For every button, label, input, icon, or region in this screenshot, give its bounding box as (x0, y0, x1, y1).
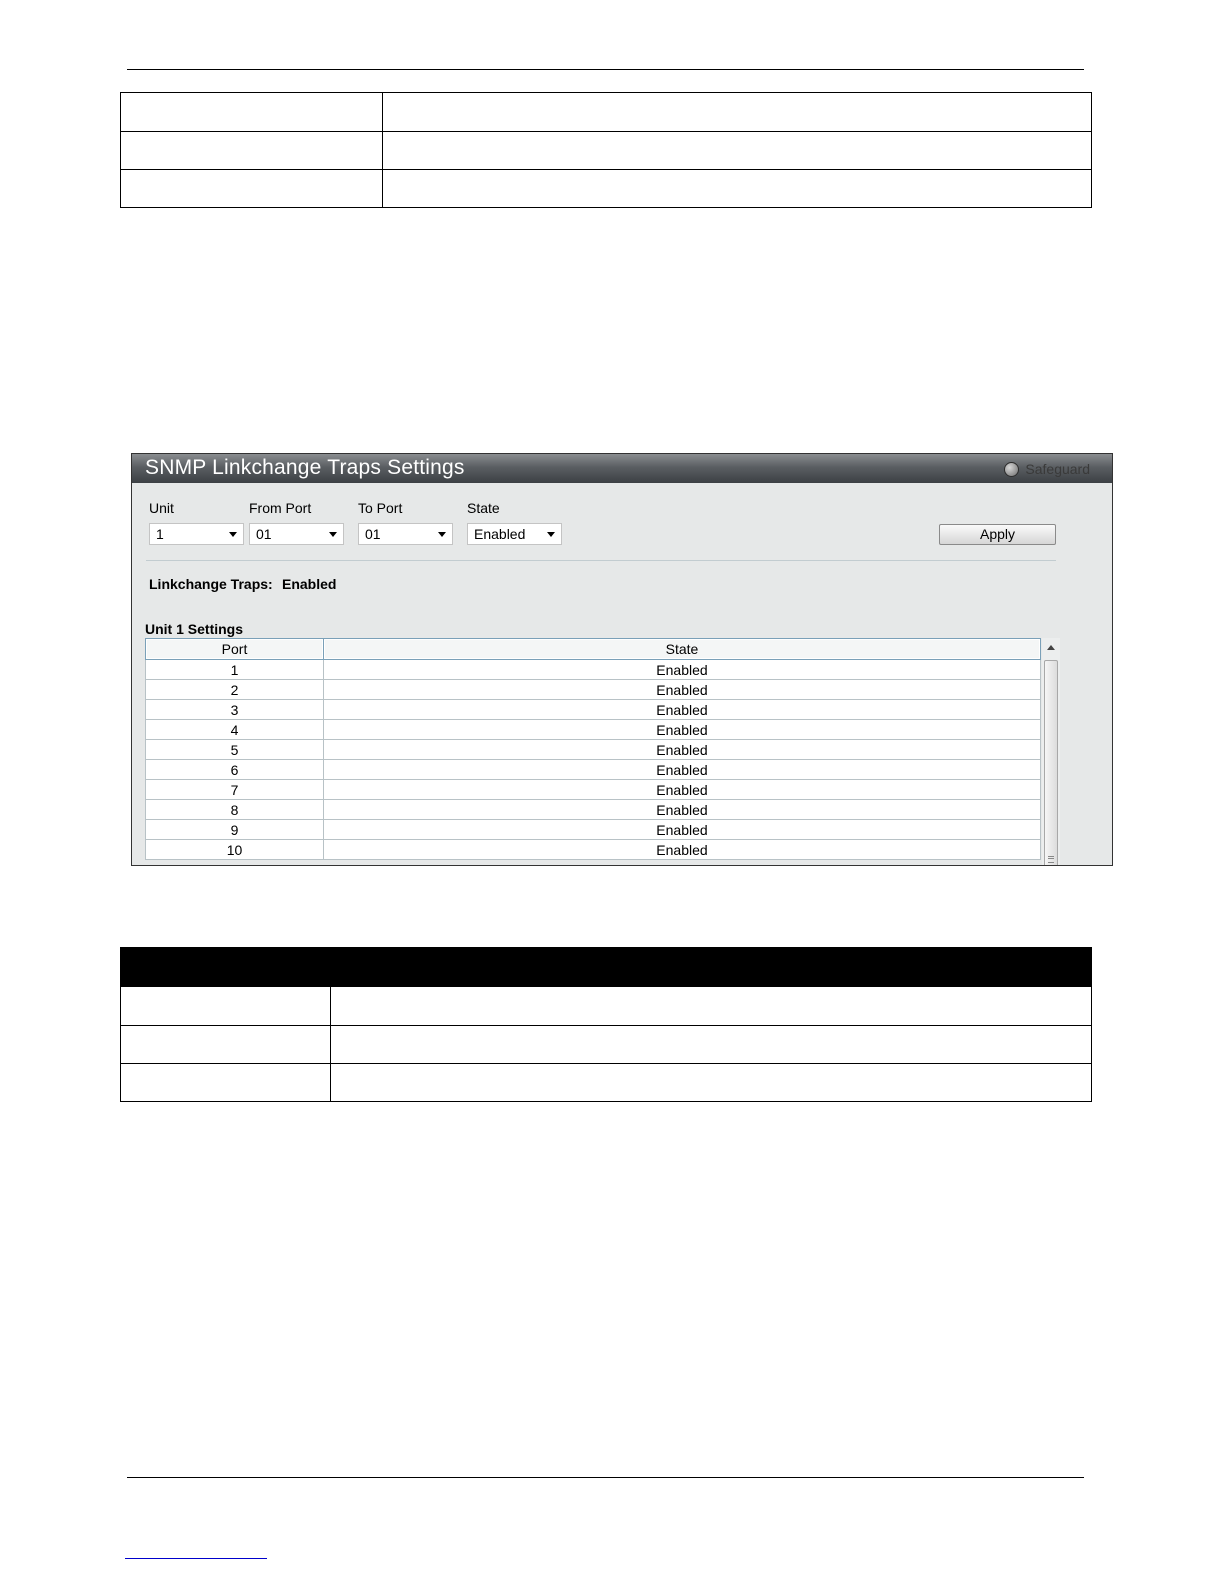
footer-rule (127, 1477, 1084, 1478)
panel-title: SNMP Linkchange Traps Settings (145, 456, 465, 479)
port-cell: 6 (146, 760, 324, 780)
chevron-down-icon (329, 532, 337, 537)
from-port-select[interactable] (249, 523, 344, 545)
state-cell: Enabled (324, 820, 1041, 840)
from-port-select-value: 01 (256, 526, 272, 542)
panel-header (132, 454, 1112, 483)
scroll-up-arrow-icon[interactable] (1047, 645, 1055, 650)
bottom-table (120, 947, 1092, 1102)
bottom-table-cell (331, 1026, 1092, 1064)
port-cell: 4 (146, 720, 324, 740)
safeguard-label: Safeguard (1025, 461, 1090, 477)
port-cell: 2 (146, 680, 324, 700)
bottom-table-cell (331, 1064, 1092, 1102)
state-cell: Enabled (324, 720, 1041, 740)
snmp-linkchange-traps-panel (131, 453, 1113, 866)
top-table-cell (383, 93, 1092, 132)
unit-select-value: 1 (156, 526, 164, 542)
state-label: State (467, 500, 500, 516)
bottom-table-cell (121, 1026, 331, 1064)
column-header-port[interactable]: Port (146, 639, 324, 660)
state-cell: Enabled (324, 740, 1041, 760)
to-port-label: To Port (358, 500, 403, 516)
state-cell: Enabled (324, 840, 1041, 860)
state-cell: Enabled (324, 660, 1041, 680)
table-row (146, 840, 1041, 860)
state-cell: Enabled (324, 680, 1041, 700)
table-row (146, 740, 1041, 760)
top-table-cell (121, 170, 383, 208)
top-table (120, 92, 1092, 208)
port-cell: 8 (146, 800, 324, 820)
linkchange-traps-value: Enabled (282, 576, 337, 592)
header-rule (127, 69, 1084, 70)
table-row (146, 680, 1041, 700)
bottom-table-header-cell (121, 948, 331, 987)
port-cell: 10 (146, 840, 324, 860)
table-row (146, 660, 1041, 680)
from-port-label: From Port (249, 500, 312, 516)
state-select-value: Enabled (474, 526, 526, 542)
top-table-cell (121, 93, 383, 132)
table-row (146, 720, 1041, 740)
port-cell: 3 (146, 700, 324, 720)
state-cell: Enabled (324, 760, 1041, 780)
state-cell: Enabled (324, 780, 1041, 800)
chevron-down-icon (438, 532, 446, 537)
footer-link-underline (125, 1558, 267, 1559)
scrollbar-thumb[interactable] (1044, 660, 1058, 866)
apply-button[interactable]: Apply (939, 524, 1056, 545)
top-table-cell (383, 170, 1092, 208)
table-row (146, 800, 1041, 820)
bottom-table-cell (121, 987, 331, 1026)
bottom-table-cell (331, 987, 1092, 1026)
bottom-table-cell (121, 1064, 331, 1102)
chevron-down-icon (547, 532, 555, 537)
to-port-select[interactable] (358, 523, 453, 545)
state-cell: Enabled (324, 700, 1041, 720)
unit-label: Unit (149, 500, 174, 516)
top-table-cell (383, 132, 1092, 170)
unit-select[interactable] (149, 523, 244, 545)
top-table-cell (121, 132, 383, 170)
table-row (146, 760, 1041, 780)
to-port-select-value: 01 (365, 526, 381, 542)
table-row (146, 700, 1041, 720)
port-cell: 7 (146, 780, 324, 800)
state-cell: Enabled (324, 800, 1041, 820)
port-state-table (145, 638, 1041, 860)
unit-settings-title: Unit 1 Settings (145, 621, 244, 637)
column-header-state[interactable]: State (324, 639, 1041, 660)
linkchange-traps-label: Linkchange Traps: (149, 576, 273, 592)
port-cell: 5 (146, 740, 324, 760)
chevron-down-icon (229, 532, 237, 537)
table-row (146, 780, 1041, 800)
table-row (146, 820, 1041, 840)
safeguard-icon (1004, 462, 1019, 477)
bottom-table-header-cell (331, 948, 1092, 987)
divider (146, 560, 1056, 561)
state-select[interactable] (467, 523, 562, 545)
safeguard-indicator[interactable] (1004, 461, 1090, 477)
port-cell: 9 (146, 820, 324, 840)
port-cell: 1 (146, 660, 324, 680)
table-scrollbar[interactable] (1042, 638, 1060, 866)
grip-icon (1048, 856, 1054, 863)
